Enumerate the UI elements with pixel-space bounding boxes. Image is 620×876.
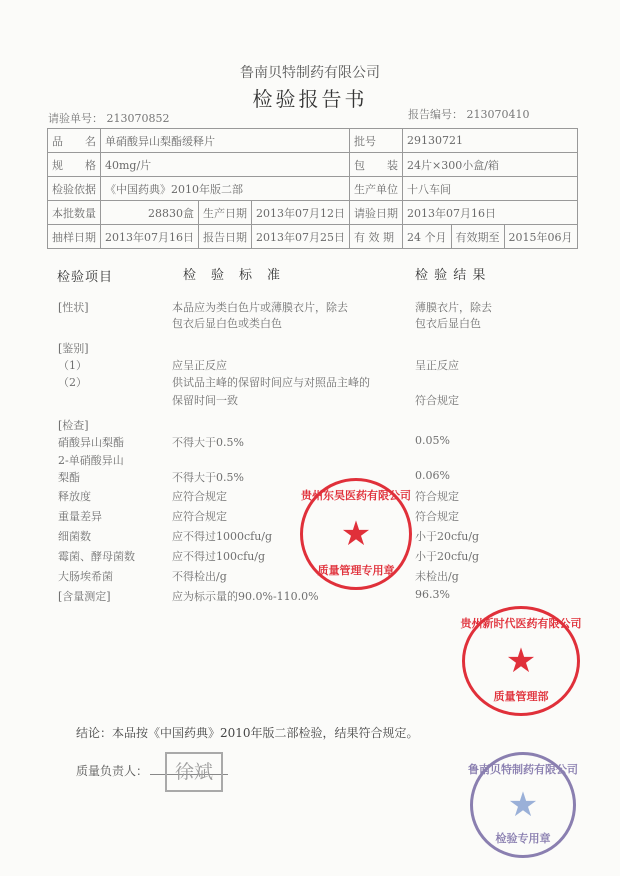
row-item: [含量测定] [58, 590, 111, 603]
row-result: 呈正反应 [415, 359, 459, 372]
row-result: 96.3% [415, 588, 450, 601]
cell-label: 规 格 [48, 153, 101, 177]
row-result: 小于20cfu/g [415, 530, 480, 543]
row-result: 薄膜衣片，除去 [415, 301, 492, 314]
row-item: [鉴别] [58, 342, 89, 355]
cell-value: 29130721 [403, 129, 578, 153]
cell-label: 有 效 期 [350, 225, 403, 249]
cell-value: 2013年07月25日 [252, 225, 350, 249]
signature-seal: 徐斌 [165, 752, 223, 792]
signer-label: 质量负责人： [76, 764, 149, 778]
row-standard: 应符合规定 [172, 490, 227, 503]
stamp-quality-1 [300, 478, 412, 590]
row-item: 细菌数 [58, 530, 91, 543]
row-standard: 应不得过100cfu/g [172, 550, 266, 563]
table-row [48, 177, 578, 201]
stamp-text: 贵州东昊医药有限公司 [301, 489, 411, 502]
row-standard: 供试品主峰的保留时间应与对照品主峰的 [172, 376, 370, 389]
stamp-text: 检验专用章 [495, 832, 551, 845]
row-standard: 应为标示量的90.0%-110.0% [172, 590, 319, 603]
row-standard: 应不得过1000cfu/g [172, 530, 273, 543]
stamp-inspection [470, 752, 576, 858]
cell-value: 2013年07月12日 [252, 201, 350, 225]
cell-value: 单硝酸异山梨酯缓释片 [101, 129, 350, 153]
stamp-text: 质量管理部 [493, 690, 549, 703]
info-table [47, 128, 578, 249]
row-item: 霉菌、酵母菌数 [58, 550, 135, 563]
column-header-standard: 检 验 标 准 [183, 268, 282, 283]
row-result: 0.05% [415, 434, 450, 447]
row-item: 释放度 [58, 490, 91, 503]
row-result: 符合规定 [415, 490, 459, 503]
row-item: （2） [58, 376, 87, 389]
table-row [48, 201, 578, 225]
cell-label: 品 名 [48, 129, 101, 153]
cell-value: 2013年07月16日 [101, 225, 199, 249]
table-row [48, 153, 578, 177]
cell-label: 生产日期 [199, 201, 252, 225]
row-item: 重量差异 [58, 510, 102, 523]
cell-label: 生产单位 [350, 177, 403, 201]
row-item: 大肠埃希菌 [58, 570, 113, 583]
report-number-value: 213070410 [466, 108, 530, 121]
row-result: 未检出/g [415, 570, 459, 583]
cell-value: 2013年07月16日 [403, 201, 578, 225]
stamp-text: 鲁南贝特制药有限公司 [468, 763, 578, 776]
cell-label: 包 装 [350, 153, 403, 177]
row-standard: 本品应为类白色片或薄膜衣片，除去 [172, 301, 348, 314]
row-standard: 包衣后显白色或类白色 [172, 317, 282, 330]
row-item: 2-单硝酸异山 [58, 454, 124, 467]
row-result: 包衣后显白色 [415, 317, 481, 330]
cell-label: 抽样日期 [48, 225, 101, 249]
column-header-item: 检验项目 [57, 270, 114, 285]
star-icon: ★ [505, 641, 537, 681]
row-result: 0.06% [415, 469, 450, 482]
request-number [48, 110, 170, 126]
conclusion: 结论：本品按《中国药典》2010年版二部检验，结果符合规定。 [76, 726, 419, 740]
document-title: 检验报告书 [252, 87, 368, 111]
stamp-text: 质量管理专用章 [317, 564, 395, 577]
column-header-result: 检 验 结 果 [415, 268, 487, 283]
cell-label: 有效期至 [451, 225, 504, 249]
cell-label: 请验日期 [350, 201, 403, 225]
cell-label: 批号 [350, 129, 403, 153]
stamp-quality-2 [462, 606, 580, 716]
row-standard: 保留时间一致 [172, 394, 238, 407]
row-item: 硝酸异山梨酯 [58, 436, 124, 449]
stamp-text: 贵州新时代医药有限公司 [460, 617, 582, 630]
cell-value: 十八车间 [403, 177, 578, 201]
cell-value: 40mg/片 [101, 153, 350, 177]
request-number-value: 213070852 [106, 112, 170, 125]
cell-value: 28830盒 [101, 201, 199, 225]
row-result: 符合规定 [415, 510, 459, 523]
star-icon: ★ [340, 514, 372, 554]
cell-label: 本批数量 [48, 201, 101, 225]
cell-label: 检验依据 [48, 177, 101, 201]
row-result: 小于20cfu/g [415, 550, 480, 563]
row-item: （1） [58, 359, 87, 372]
row-item: [性状] [58, 301, 89, 314]
row-standard: 不得大于0.5% [172, 471, 244, 484]
row-item: 梨酯 [58, 471, 80, 484]
report-number [408, 106, 530, 122]
row-standard: 不得检出/g [172, 570, 227, 583]
row-item: [检查] [58, 419, 89, 432]
cell-label: 报告日期 [199, 225, 252, 249]
request-number-label: 请验单号： [48, 112, 103, 125]
report-number-label: 报告编号： [408, 108, 463, 121]
star-icon: ★ [507, 785, 539, 825]
row-result: 符合规定 [415, 394, 459, 407]
cell-value: 《中国药典》2010年版二部 [101, 177, 350, 201]
row-standard: 应呈正反应 [172, 359, 227, 372]
cell-value: 24 个月 [403, 225, 452, 249]
company-name: 鲁南贝特制药有限公司 [240, 65, 380, 81]
cell-value: 24片×300小盒/箱 [403, 153, 578, 177]
row-standard: 不得大于0.5% [172, 436, 244, 449]
row-standard: 应符合规定 [172, 510, 227, 523]
cell-value: 2015年06月 [504, 225, 577, 249]
table-row [48, 225, 578, 249]
table-row [48, 129, 578, 153]
